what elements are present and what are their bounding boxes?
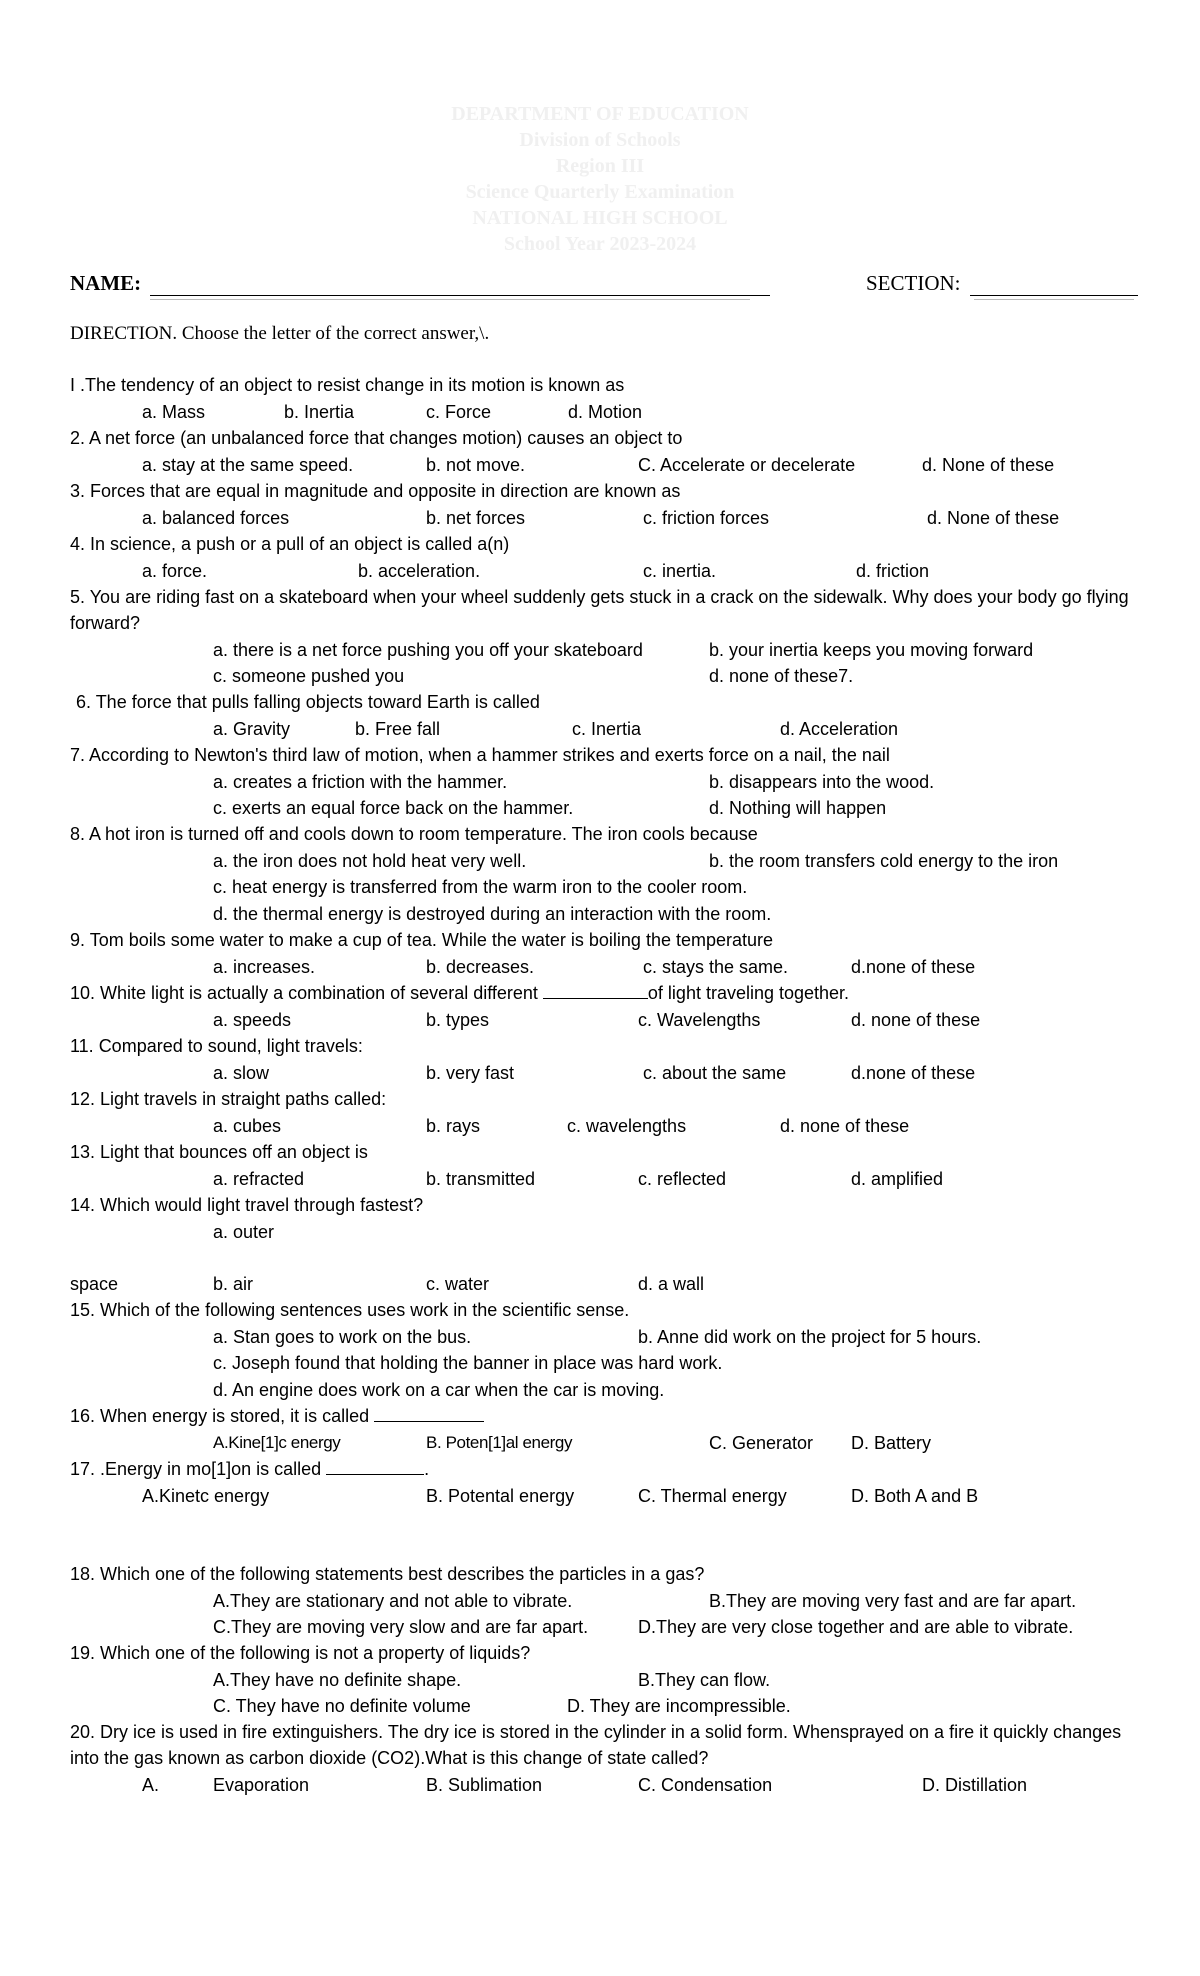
option[interactable]: a. speeds [213, 1010, 292, 1030]
option[interactable]: a. creates a friction with the hammer. [213, 772, 508, 792]
option[interactable]: c. heat energy is transferred from the warm iron to the cooler room. [213, 877, 748, 897]
option[interactable]: c. wavelengths [567, 1116, 687, 1136]
option[interactable]: d. a wall [638, 1274, 705, 1294]
option[interactable]: b. very fast [426, 1063, 515, 1083]
letterhead-line: Science Quarterly Examination [465, 181, 735, 203]
option[interactable]: c. Inertia [572, 719, 642, 739]
option-continuation: space [70, 1274, 119, 1294]
option[interactable]: A.Kinetc energy [142, 1486, 270, 1506]
question-stem: 16. When energy is stored, it is called [70, 1406, 375, 1426]
letterhead-line: NATIONAL HIGH SCHOOL [472, 207, 728, 229]
option[interactable]: d. An engine does work on a car when the car is moving. [213, 1380, 665, 1400]
option[interactable]: c. stays the same. [643, 957, 789, 977]
option[interactable]: b. Anne did work on the project for 5 hours. [638, 1327, 982, 1347]
option[interactable]: d. none of these [851, 1010, 981, 1030]
option[interactable]: c. reflected [638, 1169, 727, 1189]
option[interactable]: B.They can flow. [638, 1670, 771, 1690]
question-6: 6. The force that pulls falling objects toward Earth is called [76, 692, 540, 712]
option[interactable]: a. cubes [213, 1116, 282, 1136]
option[interactable]: b. your inertia keeps you moving forward [709, 640, 1034, 660]
option[interactable]: c. Wavelengths [638, 1010, 761, 1030]
option[interactable]: a. increases. [213, 957, 316, 977]
option[interactable]: a. outer [213, 1222, 275, 1242]
option[interactable]: D. Both A and B [851, 1486, 979, 1506]
letterhead-line: School Year 2023-2024 [503, 233, 697, 255]
option[interactable]: C. They have no definite volume [213, 1696, 471, 1716]
option[interactable]: d. None of these [927, 508, 1060, 528]
answer-blank[interactable] [326, 1460, 424, 1475]
option[interactable]: C. Condensation [638, 1775, 773, 1795]
option[interactable]: b. rays [426, 1116, 481, 1136]
option[interactable]: D. They are incompressible. [567, 1696, 791, 1716]
option[interactable]: a. stay at the same speed. [142, 455, 354, 475]
question-stem: 17. .Energy in mo[1]on is called [70, 1459, 327, 1479]
option[interactable]: c. friction forces [643, 508, 770, 528]
option[interactable]: C. Accelerate or decelerate [638, 455, 856, 475]
option[interactable]: b. disappears into the wood. [709, 772, 935, 792]
option[interactable]: c. about the same [643, 1063, 787, 1083]
question-stem: 10. White light is actually a combination of several different [70, 983, 543, 1003]
question-4: 4. In science, a push or a pull of an object is called a(n) [70, 534, 510, 554]
option[interactable]: b. acceleration. [358, 561, 481, 581]
question-stem-end: of light traveling together. [647, 983, 850, 1003]
option[interactable]: A.Kine[1]c energy [213, 1433, 341, 1452]
question-20: 20. Dry ice is used in fire extinguishers. The dry ice is stored in the cylinder in a solid form. Whensprayed on a fire it quickly changes into the gas known as carbon dioxide (CO2).What is this change of state called? [70, 1722, 1122, 1768]
option[interactable]: D.They are very close together and are able to vibrate. [638, 1617, 1074, 1637]
answer-blank[interactable] [543, 984, 648, 999]
option[interactable]: a. refracted [213, 1169, 305, 1189]
option[interactable]: d. None of these [922, 455, 1055, 475]
question-7: 7. According to Newton's third law of motion, when a hammer strikes and exerts force on a nail, the nail [70, 745, 890, 765]
option[interactable]: B.They are moving very fast and are far apart. [709, 1591, 1077, 1611]
question-11: 11. Compared to sound, light travels: [70, 1036, 363, 1056]
option[interactable]: c. exerts an equal force back on the hammer. [213, 798, 574, 818]
option[interactable]: D. Battery [851, 1433, 932, 1453]
question-2: 2. A net force (an unbalanced force that changes motion) causes an object to [70, 428, 683, 448]
question-19: 19. Which one of the following is not a property of liquids? [70, 1643, 531, 1663]
section-label: SECTION: [866, 271, 961, 295]
option[interactable]: A.They have no definite shape. [213, 1670, 462, 1690]
option[interactable]: C. Generator [709, 1433, 814, 1453]
option[interactable]: b. Inertia [284, 402, 355, 422]
option[interactable]: B. Sublimation [426, 1775, 543, 1795]
name-blank-shadow [150, 299, 750, 300]
option[interactable]: b. Free fall [355, 719, 441, 739]
question-18: 18. Which one of the following statements best describes the particles in a gas? [70, 1564, 705, 1584]
option[interactable]: b. decreases. [426, 957, 535, 977]
option[interactable]: b. not move. [426, 455, 526, 475]
option[interactable]: c. someone pushed you [213, 666, 405, 686]
question-13: 13. Light that bounces off an object is [70, 1142, 368, 1162]
option[interactable]: a. Gravity [213, 719, 291, 739]
option[interactable]: c. Joseph found that holding the banner in place was hard work. [213, 1353, 723, 1373]
option[interactable]: d. friction [856, 561, 930, 581]
option[interactable]: b. transmitted [426, 1169, 536, 1189]
option-letter[interactable]: A. [142, 1775, 160, 1795]
question-1: I .The tendency of an object to resist change in its motion is known as [70, 375, 625, 395]
option[interactable]: b. air [213, 1274, 254, 1294]
option[interactable]: Evaporation [213, 1775, 310, 1795]
option[interactable]: D. Distillation [922, 1775, 1028, 1795]
option[interactable]: C.They are moving very slow and are far apart. [213, 1617, 589, 1637]
letterhead-line: Region III [555, 155, 645, 177]
option[interactable]: d.none of these [851, 1063, 976, 1083]
direction-text: DIRECTION. Choose the letter of the correct answer,\. [70, 323, 490, 344]
question-14: 14. Which would light travel through fastest? [70, 1195, 424, 1215]
question-12: 12. Light travels in straight paths called: [70, 1089, 387, 1109]
option[interactable]: d. Nothing will happen [709, 798, 887, 818]
option[interactable]: b. the room transfers cold energy to the iron [709, 851, 1059, 871]
option[interactable]: c. Force [426, 402, 492, 422]
option[interactable]: d.none of these [851, 957, 976, 977]
name-section-row [70, 271, 1140, 305]
option[interactable]: a. there is a net force pushing you off your skateboard [213, 640, 643, 660]
answer-blank[interactable] [374, 1407, 484, 1422]
option[interactable]: a. Stan goes to work on the bus. [213, 1327, 472, 1347]
option[interactable]: C. Thermal energy [638, 1486, 787, 1506]
option[interactable]: a. slow [213, 1063, 270, 1083]
letterhead-line: Division of Schools [519, 129, 681, 151]
section-blank[interactable] [970, 295, 1138, 296]
option[interactable]: c. inertia. [643, 561, 717, 581]
question-8: 8. A hot iron is turned off and cools down to room temperature. The iron cools because [70, 824, 758, 844]
option[interactable]: B. Poten[1]al energy [426, 1433, 573, 1452]
option[interactable]: B. Potental energy [426, 1486, 575, 1506]
letterhead-line: DEPARTMENT OF EDUCATION [451, 103, 749, 125]
option[interactable]: a. force. [142, 561, 208, 581]
option[interactable]: a. the iron does not hold heat very well. [213, 851, 527, 871]
question-16 [70, 1406, 484, 1427]
option[interactable]: d. none of these7. [709, 666, 854, 686]
option[interactable]: a. balanced forces [142, 508, 290, 528]
name-blank[interactable] [150, 295, 770, 296]
question-17 [70, 1459, 429, 1480]
option[interactable]: d. amplified [851, 1169, 944, 1189]
question-5: 5. You are riding fast on a skateboard when your wheel suddenly gets stuck in a crack on the sidewalk. Why does your body go flying forward? [70, 587, 1129, 633]
option[interactable]: A.They are stationary and not able to vibrate. [213, 1591, 573, 1611]
option[interactable]: a. Mass [142, 402, 206, 422]
option[interactable]: d. Acceleration [780, 719, 899, 739]
option[interactable]: d. the thermal energy is destroyed during an interaction with the room. [213, 904, 772, 924]
option[interactable]: b. types [426, 1010, 490, 1030]
question-15: 15. Which of the following sentences uses work in the scientific sense. [70, 1300, 630, 1320]
option[interactable]: b. net forces [426, 508, 526, 528]
question-stem-end: . [424, 1459, 430, 1479]
option[interactable]: c. water [426, 1274, 490, 1294]
section-blank-shadow [974, 299, 1134, 300]
question-3: 3. Forces that are equal in magnitude and opposite in direction are known as [70, 481, 681, 501]
option[interactable]: d. none of these [780, 1116, 910, 1136]
option[interactable]: d. Motion [568, 402, 643, 422]
name-label: NAME: [70, 271, 142, 295]
question-9: 9. Tom boils some water to make a cup of tea. While the water is boiling the temperature [70, 930, 774, 950]
question-10 [70, 983, 849, 1004]
